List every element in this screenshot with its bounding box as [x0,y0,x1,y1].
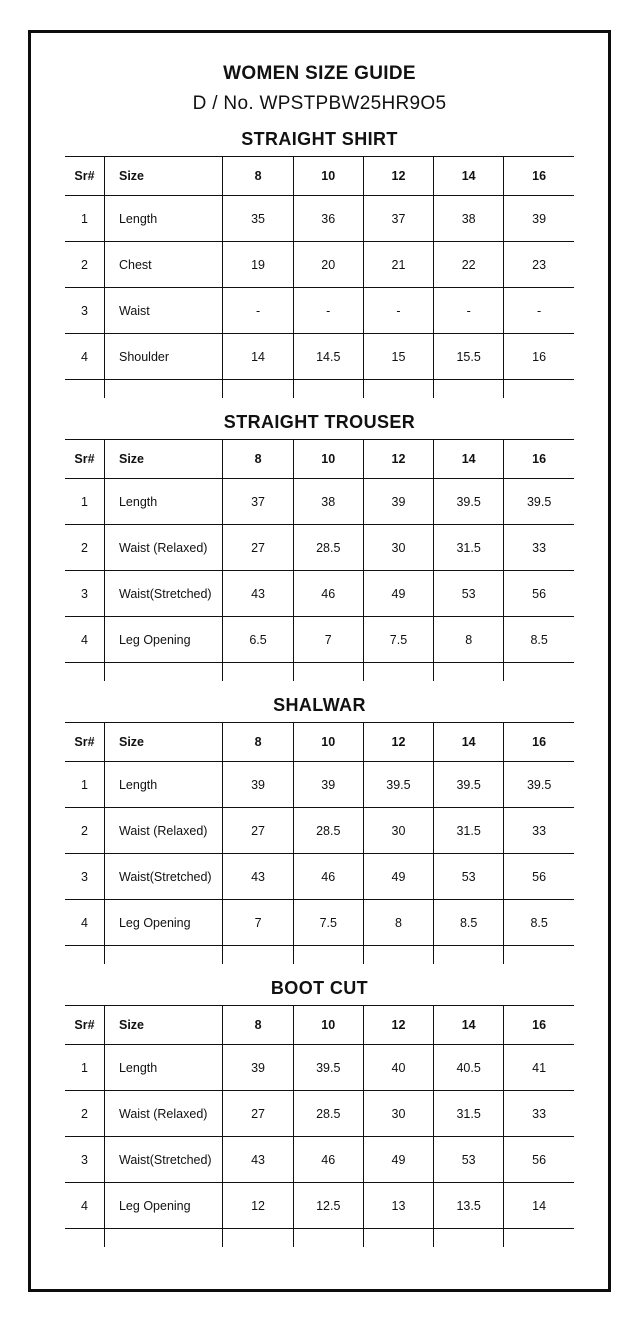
row-index: 2 [65,1091,104,1137]
measurement-value: 13 [363,1183,433,1229]
measurement-label: Length [104,1045,222,1091]
measurement-value: 27 [223,525,293,571]
measurement-label: Waist(Stretched) [104,854,222,900]
row-index: 4 [65,900,104,946]
column-header-sr: Sr# [65,723,104,762]
table-row [65,242,574,288]
measurement-label: Leg Opening [104,617,222,663]
measurement-value: 8.5 [504,900,574,946]
measurement-value: 39.5 [434,762,504,808]
footer-spacer-cell [65,946,104,965]
measurement-value: 33 [504,525,574,571]
measurement-label: Waist [104,288,222,334]
column-header-size-value: 16 [504,440,574,479]
row-index: 3 [65,571,104,617]
measurement-value: 30 [363,1091,433,1137]
column-header-size: Size [104,1006,222,1045]
measurement-value: 7 [223,900,293,946]
column-header-sr: Sr# [65,1006,104,1045]
measurement-value: 7.5 [293,900,363,946]
measurement-label: Chest [104,242,222,288]
footer-spacer-cell [293,1229,363,1248]
footer-spacer-cell [434,380,504,399]
column-header-sr: Sr# [65,157,104,196]
measurement-value: 36 [293,196,363,242]
footer-spacer-cell [104,663,222,682]
size-section [65,129,574,398]
table-row [65,854,574,900]
table-header-row [65,1006,574,1045]
measurement-value: 39 [504,196,574,242]
measurement-value: - [504,288,574,334]
section-title: STRAIGHT TROUSER [223,412,416,432]
size-table [65,722,574,964]
footer-spacer-cell [104,1229,222,1248]
measurement-value: 23 [504,242,574,288]
measurement-value: 43 [223,571,293,617]
measurement-value: 30 [363,525,433,571]
row-index: 4 [65,617,104,663]
sections-container [65,129,574,1247]
measurement-value: 31.5 [434,1091,504,1137]
measurement-value: - [223,288,293,334]
table-row [65,900,574,946]
footer-spacer-cell [223,380,293,399]
measurement-value: 38 [293,479,363,525]
column-header-size-value: 10 [293,157,363,196]
footer-spacer-cell [223,1229,293,1248]
column-header-size-value: 8 [223,157,293,196]
column-header-size-value: 14 [434,1006,504,1045]
footer-spacer-cell [363,946,433,965]
table-footer-spacer [65,663,574,682]
column-header-size-value: 14 [434,157,504,196]
column-header-size-value: 12 [363,440,433,479]
measurement-value: 15.5 [434,334,504,380]
measurement-value: 28.5 [293,525,363,571]
table-row [65,288,574,334]
footer-spacer-cell [504,380,574,399]
row-index: 1 [65,1045,104,1091]
table-row [65,762,574,808]
table-row [65,334,574,380]
measurement-value: 15 [363,334,433,380]
table-row [65,571,574,617]
size-section [65,412,574,681]
row-index: 3 [65,854,104,900]
table-row [65,525,574,571]
size-table [65,156,574,398]
row-index: 4 [65,1183,104,1229]
measurement-value: 30 [363,808,433,854]
measurement-label: Shoulder [104,334,222,380]
column-header-size-value: 8 [223,723,293,762]
column-header-size: Size [104,440,222,479]
measurement-value: 46 [293,571,363,617]
measurement-value: 8 [434,617,504,663]
measurement-value: 41 [504,1045,574,1091]
section-title: BOOT CUT [270,978,369,998]
measurement-value: 12.5 [293,1183,363,1229]
measurement-value: - [434,288,504,334]
measurement-value: 27 [223,808,293,854]
footer-spacer-cell [293,663,363,682]
measurement-value: 49 [363,571,433,617]
footer-spacer-cell [434,663,504,682]
column-header-size-value: 8 [223,1006,293,1045]
measurement-value: 53 [434,571,504,617]
footer-spacer-cell [363,1229,433,1248]
table-row [65,1137,574,1183]
measurement-label: Waist (Relaxed) [104,1091,222,1137]
measurement-label: Leg Opening [104,900,222,946]
row-index: 4 [65,334,104,380]
column-header-size-value: 14 [434,723,504,762]
measurement-value: 28.5 [293,1091,363,1137]
measurement-value: 37 [363,196,433,242]
row-index: 2 [65,242,104,288]
column-header-size-value: 12 [363,1006,433,1045]
design-number: D / No. WPSTPBW25HR9O5 [192,93,447,114]
measurement-value: - [293,288,363,334]
measurement-value: 6.5 [223,617,293,663]
column-header-size-value: 12 [363,157,433,196]
table-row [65,196,574,242]
column-header-size-value: 16 [504,157,574,196]
measurement-value: 8 [363,900,433,946]
footer-spacer-cell [223,946,293,965]
footer-spacer-cell [504,946,574,965]
measurement-value: 13.5 [434,1183,504,1229]
footer-spacer-cell [104,380,222,399]
measurement-value: 53 [434,1137,504,1183]
column-header-size-value: 14 [434,440,504,479]
table-footer-spacer [65,380,574,399]
measurement-value: 39 [363,479,433,525]
measurement-value: 19 [223,242,293,288]
table-row [65,1183,574,1229]
page-frame [28,30,611,1292]
measurement-value: - [363,288,433,334]
row-index: 1 [65,479,104,525]
measurement-value: 39.5 [363,762,433,808]
row-index: 2 [65,525,104,571]
column-header-size: Size [104,157,222,196]
column-header-size-value: 10 [293,723,363,762]
measurement-value: 7 [293,617,363,663]
table-row [65,1091,574,1137]
measurement-value: 49 [363,1137,433,1183]
measurement-value: 31.5 [434,808,504,854]
size-table [65,439,574,681]
footer-spacer-cell [363,663,433,682]
table-footer-spacer [65,946,574,965]
measurement-value: 43 [223,854,293,900]
measurement-value: 8.5 [434,900,504,946]
footer-spacer-cell [504,1229,574,1248]
footer-spacer-cell [293,946,363,965]
measurement-value: 39.5 [434,479,504,525]
footer-spacer-cell [434,1229,504,1248]
measurement-value: 27 [223,1091,293,1137]
table-header-row [65,440,574,479]
measurement-value: 14 [223,334,293,380]
table-row [65,479,574,525]
footer-spacer-cell [65,380,104,399]
row-index: 3 [65,288,104,334]
measurement-value: 28.5 [293,808,363,854]
measurement-value: 20 [293,242,363,288]
measurement-label: Length [104,196,222,242]
measurement-value: 38 [434,196,504,242]
measurement-label: Length [104,762,222,808]
row-index: 1 [65,762,104,808]
footer-spacer-cell [434,946,504,965]
measurement-value: 46 [293,854,363,900]
measurement-label: Waist (Relaxed) [104,808,222,854]
measurement-value: 14 [504,1183,574,1229]
measurement-value: 39.5 [293,1045,363,1091]
measurement-value: 37 [223,479,293,525]
row-index: 3 [65,1137,104,1183]
footer-spacer-cell [504,663,574,682]
section-title: SHALWAR [273,695,366,715]
column-header-size-value: 10 [293,440,363,479]
table-row [65,617,574,663]
measurement-value: 39 [293,762,363,808]
footer-spacer-cell [104,946,222,965]
footer-spacer-cell [65,1229,104,1248]
footer-spacer-cell [65,663,104,682]
measurement-value: 39 [223,1045,293,1091]
measurement-value: 12 [223,1183,293,1229]
measurement-value: 53 [434,854,504,900]
size-table [65,1005,574,1247]
measurement-value: 22 [434,242,504,288]
measurement-label: Length [104,479,222,525]
measurement-label: Leg Opening [104,1183,222,1229]
measurement-value: 39 [223,762,293,808]
measurement-value: 56 [504,571,574,617]
column-header-sr: Sr# [65,440,104,479]
table-row [65,808,574,854]
measurement-value: 33 [504,1091,574,1137]
section-title: STRAIGHT SHIRT [241,129,398,149]
measurement-value: 7.5 [363,617,433,663]
footer-spacer-cell [363,380,433,399]
measurement-label: Waist(Stretched) [104,1137,222,1183]
row-index: 1 [65,196,104,242]
measurement-value: 35 [223,196,293,242]
footer-spacer-cell [223,663,293,682]
column-header-size: Size [104,723,222,762]
size-section [65,695,574,964]
measurement-value: 40.5 [434,1045,504,1091]
column-header-size-value: 12 [363,723,433,762]
measurement-value: 21 [363,242,433,288]
table-header-row [65,723,574,762]
measurement-value: 39.5 [504,479,574,525]
page-title: WOMEN SIZE GUIDE [223,63,416,84]
measurement-value: 40 [363,1045,433,1091]
row-index: 2 [65,808,104,854]
measurement-value: 43 [223,1137,293,1183]
size-section [65,978,574,1247]
measurement-value: 39.5 [504,762,574,808]
measurement-value: 8.5 [504,617,574,663]
table-row [65,1045,574,1091]
footer-spacer-cell [293,380,363,399]
measurement-label: Waist(Stretched) [104,571,222,617]
measurement-value: 49 [363,854,433,900]
measurement-value: 56 [504,1137,574,1183]
measurement-value: 16 [504,334,574,380]
table-header-row [65,157,574,196]
column-header-size-value: 16 [504,723,574,762]
measurement-value: 31.5 [434,525,504,571]
measurement-value: 56 [504,854,574,900]
measurement-label: Waist (Relaxed) [104,525,222,571]
column-header-size-value: 10 [293,1006,363,1045]
column-header-size-value: 8 [223,440,293,479]
measurement-value: 14.5 [293,334,363,380]
table-footer-spacer [65,1229,574,1248]
column-header-size-value: 16 [504,1006,574,1045]
measurement-value: 33 [504,808,574,854]
measurement-value: 46 [293,1137,363,1183]
